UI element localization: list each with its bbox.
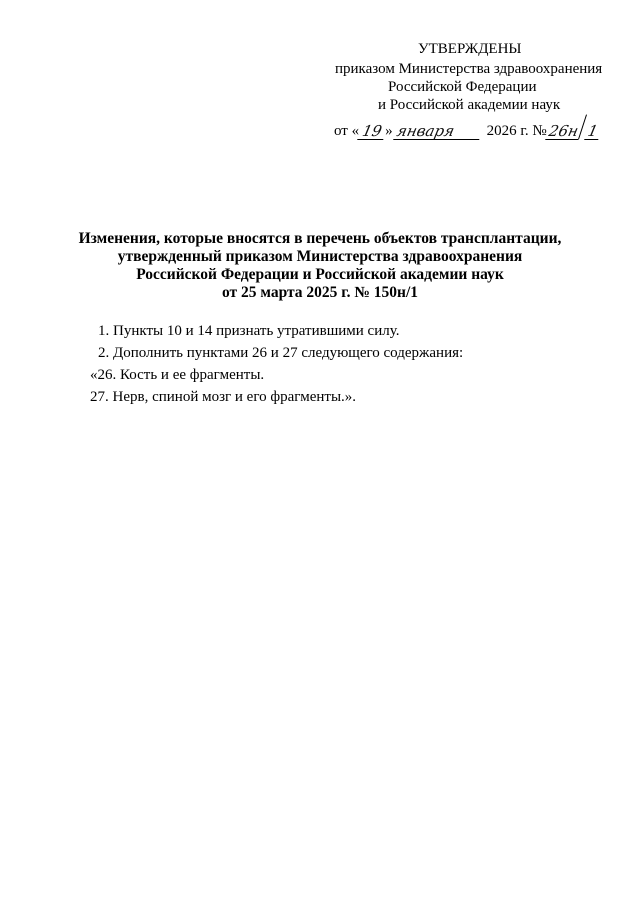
list-item-2: 2. Дополнить пунктами 26 и 27 следующего содержания:	[98, 345, 464, 361]
title-line-2: утвержденный приказом Министерства здравоохранения	[117, 248, 523, 265]
list-item-27: 27. Нерв, спиной мозг и его фрагменты.».	[90, 389, 357, 405]
approval-line-ministry: приказом Министерства здравоохранения	[335, 61, 603, 77]
order-number	[547, 114, 600, 140]
date-close-quote: »	[385, 123, 393, 139]
list-item-1: 1. Пункты 10 и 14 признать утратившими силу.	[98, 323, 400, 339]
date-prefix: от «	[334, 123, 360, 139]
title-line-4: от 25 марта 2025 г. № 150н/1	[221, 284, 419, 301]
document-title	[60, 230, 580, 302]
list-item-26: «26. Кость и ее фрагменты.	[90, 367, 265, 383]
handwritten-number: 26н	[546, 122, 580, 140]
handwritten-month: января	[393, 123, 483, 140]
document-body	[90, 320, 590, 408]
date-year-text: 2026 г. №	[486, 123, 547, 139]
approval-line-academy: и Российской академии наук	[378, 97, 561, 113]
approval-heading: УТВЕРЖДЕНЫ	[418, 41, 522, 57]
handwritten-number-suffix: 1	[585, 122, 600, 140]
title-line-3: Российской Федерации и Российской академии наук	[136, 266, 504, 283]
handwritten-day: 19	[357, 123, 387, 140]
approval-line-federation: Российской Федерации	[388, 79, 537, 95]
approval-date-line	[334, 114, 599, 140]
title-line-1: Изменения, которые вносятся в перечень объектов трансплантации,	[78, 230, 562, 247]
